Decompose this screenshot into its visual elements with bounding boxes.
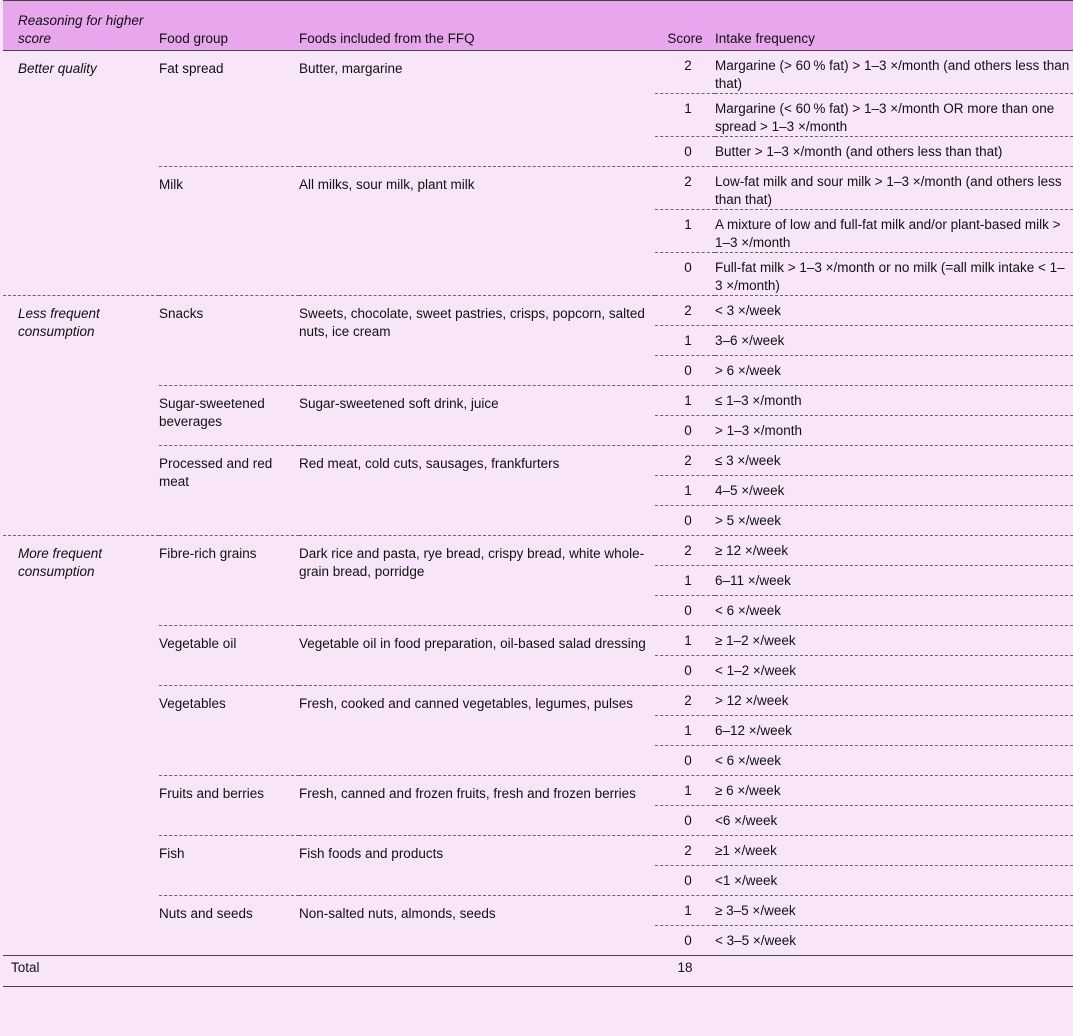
intake-frequency-cell: < 3 ×/week <box>715 296 1073 326</box>
intake-frequency-cell: < 6 ×/week <box>715 746 1073 776</box>
reasoning-cell: Better quality <box>18 61 97 76</box>
food-group-cell: Fat spread <box>159 61 224 76</box>
intake-frequency-cell: < 6 ×/week <box>715 596 1073 626</box>
intake-frequency-cell: ≥ 12 ×/week <box>715 536 1073 566</box>
score-cell: 0 <box>655 253 715 296</box>
intake-frequency-cell: Butter > 1–3 ×/month (and others less than that) <box>715 137 1073 167</box>
score-cell: 0 <box>655 137 715 167</box>
foods-included-cell: Vegetable oil in food preparation, oil-based salad dressing <box>299 626 655 686</box>
intake-frequency-cell: A mixture of low and full-fat milk and/or plant-based milk > 1–3 ×/month <box>715 210 1073 253</box>
score-cell: 0 <box>655 926 715 956</box>
table-row <box>3 626 1073 656</box>
score-cell: 1 <box>655 896 715 926</box>
intake-frequency-cell: < 3–5 ×/week <box>715 926 1073 956</box>
intake-frequency-cell: > 6 ×/week <box>715 356 1073 386</box>
diet-quality-score-table <box>3 0 1073 987</box>
intake-frequency-cell: > 12 ×/week <box>715 686 1073 716</box>
foods-included-cell: Fresh, cooked and canned vegetables, legumes, pulses <box>299 686 655 776</box>
table-row <box>3 446 1073 476</box>
reasoning-cell: Less frequent consumption <box>3 296 159 536</box>
table-row <box>3 167 1073 210</box>
score-cell: 1 <box>655 776 715 806</box>
food-group-cell: Fish <box>159 836 299 896</box>
total-empty-cell <box>299 956 655 987</box>
intake-frequency-cell: ≥ 3–5 ×/week <box>715 896 1073 926</box>
score-cell: 0 <box>655 506 715 536</box>
table-row <box>3 776 1073 806</box>
table-row <box>3 896 1073 926</box>
food-group-cell: Milk <box>159 167 299 296</box>
intake-frequency-cell: 3–6 ×/week <box>715 326 1073 356</box>
score-cell: 0 <box>655 356 715 386</box>
foods-included-cell: Fresh, canned and frozen fruits, fresh and frozen berries <box>299 776 655 836</box>
intake-frequency-cell: ≤ 1–3 ×/month <box>715 386 1073 416</box>
total-score: 18 <box>655 956 715 987</box>
table-row <box>3 296 1073 326</box>
score-cell: 2 <box>684 58 692 73</box>
intake-frequency-cell: Margarine (< 60 % fat) > 1–3 ×/month OR more than one spread > 1–3 ×/month <box>715 94 1073 137</box>
score-cell: 1 <box>655 326 715 356</box>
food-group-cell: Fibre-rich grains <box>159 536 299 626</box>
intake-frequency-cell: <1 ×/week <box>715 866 1073 896</box>
foods-included-cell: Butter, margarine <box>299 61 403 76</box>
score-cell: 1 <box>655 626 715 656</box>
header-intake-frequency: Intake frequency <box>715 1 1073 51</box>
intake-frequency-cell: ≥ 6 ×/week <box>715 776 1073 806</box>
food-group-cell: Snacks <box>159 296 299 386</box>
foods-included-cell: Sugar-sweetened soft drink, juice <box>299 386 655 446</box>
foods-included-cell: Red meat, cold cuts, sausages, frankfurters <box>299 446 655 536</box>
score-cell: 1 <box>655 210 715 253</box>
score-cell: 2 <box>655 536 715 566</box>
table-row <box>3 51 1073 94</box>
score-cell: 0 <box>655 866 715 896</box>
table-body <box>3 51 1073 987</box>
score-cell: 0 <box>655 656 715 686</box>
intake-frequency-cell: < 1–2 ×/week <box>715 656 1073 686</box>
intake-frequency-cell: 6–12 ×/week <box>715 716 1073 746</box>
score-cell: 2 <box>655 446 715 476</box>
score-cell: 2 <box>655 296 715 326</box>
food-group-cell: Nuts and seeds <box>159 896 299 956</box>
score-cell: 1 <box>655 386 715 416</box>
score-cell: 2 <box>655 167 715 210</box>
intake-frequency-cell: ≥1 ×/week <box>715 836 1073 866</box>
foods-included-cell: Dark rice and pasta, rye bread, crispy bread, white whole-grain bread, porridge <box>299 536 655 626</box>
header-reasoning: Reasoning for higher score <box>3 1 159 51</box>
table-row <box>3 836 1073 866</box>
table-row <box>3 536 1073 566</box>
score-cell: 0 <box>655 746 715 776</box>
intake-frequency-cell: 4–5 ×/week <box>715 476 1073 506</box>
score-cell: 0 <box>655 806 715 836</box>
score-cell: 1 <box>655 476 715 506</box>
intake-frequency-cell: Low-fat milk and sour milk > 1–3 ×/month (and others less than that) <box>715 167 1073 210</box>
total-row <box>3 956 1073 987</box>
intake-frequency-cell: ≤ 3 ×/week <box>715 446 1073 476</box>
total-empty-cell <box>159 956 299 987</box>
intake-frequency-cell: 6–11 ×/week <box>715 566 1073 596</box>
foods-included-cell: Fish foods and products <box>299 836 655 896</box>
intake-frequency-cell: Full-fat milk > 1–3 ×/month or no milk (=all milk intake < 1–3 ×/month) <box>715 253 1073 296</box>
intake-frequency-cell: ≥ 1–2 ×/week <box>715 626 1073 656</box>
food-group-cell: Vegetable oil <box>159 626 299 686</box>
intake-frequency-cell: > 1–3 ×/month <box>715 416 1073 446</box>
header-foods-included: Foods included from the FFQ <box>299 1 655 51</box>
food-group-cell: Processed and red meat <box>159 446 299 536</box>
score-cell: 0 <box>655 596 715 626</box>
foods-included-cell: Sweets, chocolate, sweet pastries, crisps, popcorn, salted nuts, ice cream <box>299 296 655 386</box>
total-label: Total <box>3 956 159 987</box>
intake-frequency-cell: Margarine (> 60 % fat) > 1–3 ×/month (and others less than that) <box>715 58 1070 91</box>
foods-included-cell: All milks, sour milk, plant milk <box>299 167 655 296</box>
score-cell: 1 <box>655 716 715 746</box>
food-group-cell: Sugar-sweetened beverages <box>159 386 299 446</box>
score-cell: 2 <box>655 686 715 716</box>
score-cell: 2 <box>655 836 715 866</box>
food-group-cell: Fruits and berries <box>159 776 299 836</box>
food-group-cell: Vegetables <box>159 686 299 776</box>
reasoning-cell: More frequent consumption <box>3 536 159 956</box>
score-cell: 1 <box>655 566 715 596</box>
total-empty-cell <box>715 956 1073 987</box>
score-cell: 0 <box>655 416 715 446</box>
header-score: Score <box>655 1 715 51</box>
intake-frequency-cell: <6 ×/week <box>715 806 1073 836</box>
header-row <box>3 1 1073 51</box>
score-cell: 1 <box>655 94 715 137</box>
foods-included-cell: Non-salted nuts, almonds, seeds <box>299 896 655 956</box>
header-food-group: Food group <box>159 1 299 51</box>
intake-frequency-cell: > 5 ×/week <box>715 506 1073 536</box>
table-row <box>3 386 1073 416</box>
table-row <box>3 686 1073 716</box>
